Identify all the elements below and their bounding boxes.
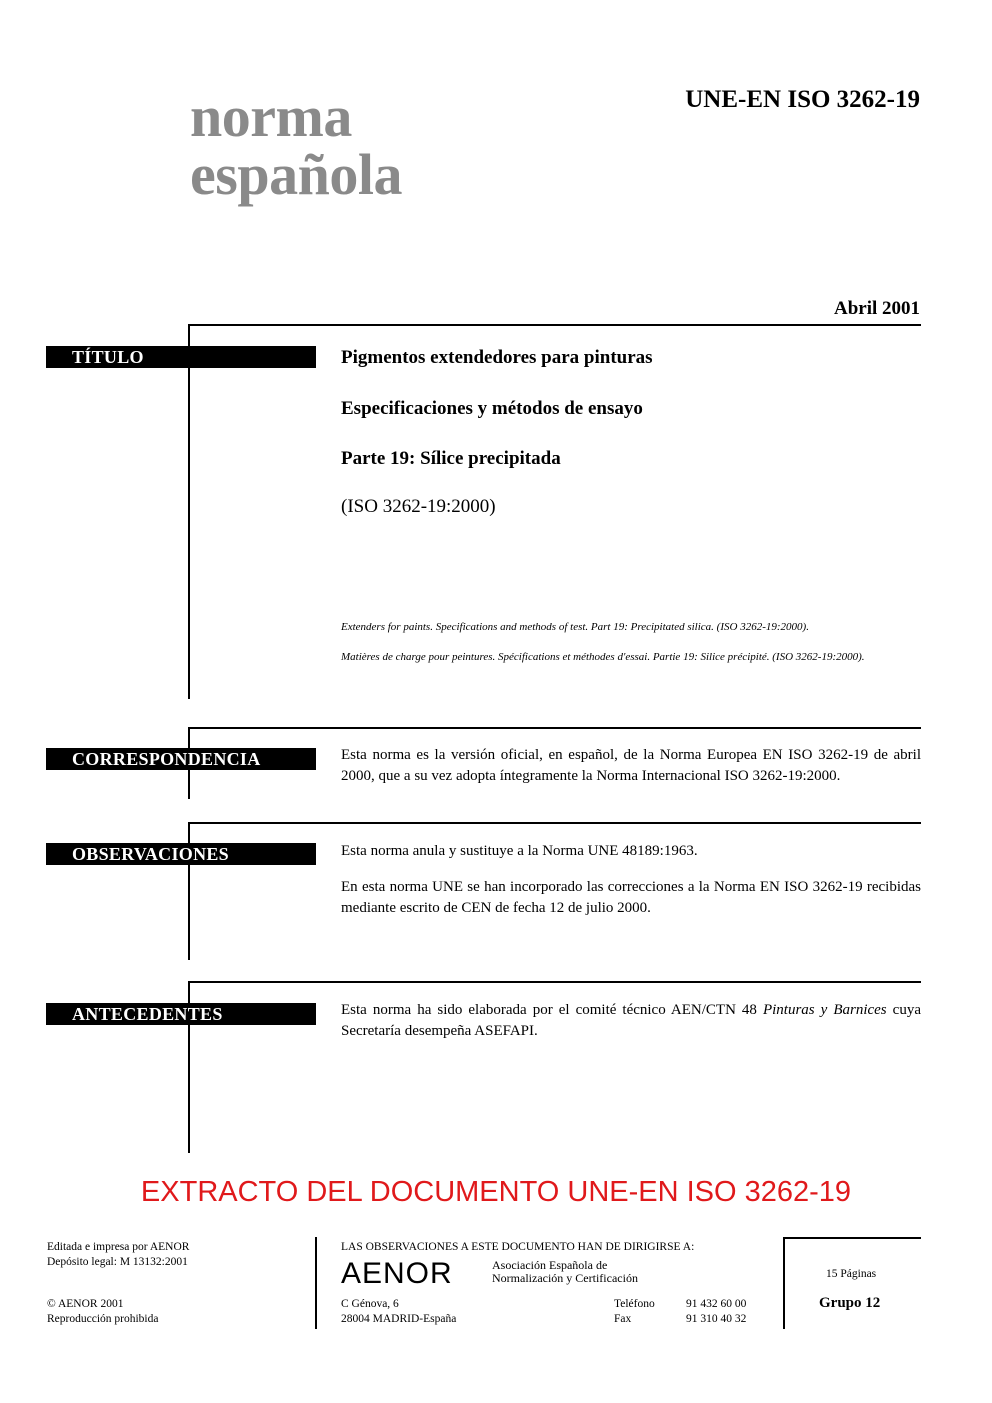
footer-edited: Editada e impresa por AENOR xyxy=(47,1241,190,1253)
section-vertical-titulo xyxy=(188,324,190,699)
footer-box-left xyxy=(783,1237,785,1329)
section-divider-correspondencia xyxy=(188,727,921,729)
observaciones-text-2: En esta norma UNE se han incorporado las correcciones a la Norma EN ISO 3262-19 recibidas mediante escrito de CEN de fecha 12 de julio 2000. xyxy=(341,879,921,916)
section-divider-observaciones xyxy=(188,822,921,824)
footer-phone: 91 432 60 00 xyxy=(686,1298,747,1310)
footer-reproduction: Reproducción prohibida xyxy=(47,1313,159,1325)
publication-date: Abril 2001 xyxy=(833,298,920,319)
footer-deposit: Depósito legal: M 13132:2001 xyxy=(47,1256,188,1268)
section-label-correspondencia: CORRESPONDENCIA xyxy=(46,748,316,770)
footer-pages: 15 Páginas xyxy=(826,1268,877,1280)
footer-copyright: © AENOR 2001 xyxy=(47,1298,124,1310)
footer-phone-label: Teléfono xyxy=(614,1298,655,1310)
title-french: Matières de charge pour peintures. Spécifications et méthodes d'essai. Partie 19: Silice précipité. (ISO 3262-19:2000). xyxy=(341,651,865,663)
title-line-2: Especificaciones y métodos de ensayo xyxy=(341,398,643,419)
section-divider-titulo xyxy=(188,324,921,326)
title-line-3: Parte 19: Sílice precipitada xyxy=(341,448,561,469)
section-label-titulo: TÍTULO xyxy=(46,346,316,368)
footer-divider-left xyxy=(315,1237,317,1329)
title-english: Extenders for paints. Specifications and methods of test. Part 19: Precipitated silica. (ISO 3262-19:2000). xyxy=(341,621,809,633)
footer-fax-label: Fax xyxy=(614,1313,632,1325)
section-label-observaciones: OBSERVACIONES xyxy=(46,843,316,865)
section-label-antecedentes: ANTECEDENTES xyxy=(46,1003,316,1025)
extract-notice: EXTRACTO DEL DOCUMENTO UNE-EN ISO 3262-19 xyxy=(140,1176,852,1208)
antecedentes-text: Esta norma ha sido elaborada por el comité técnico AEN/CTN 48 Pinturas y Barnices cuya Secretaría desempeña ASEFAPI. xyxy=(341,1002,921,1039)
title-line-1: Pigmentos extendedores para pinturas xyxy=(341,347,653,368)
brand-line-2: española xyxy=(190,142,402,207)
brand-line-1: norma xyxy=(190,84,352,149)
aenor-logo: AENOR xyxy=(341,1257,453,1290)
title-line-4: (ISO 3262-19:2000) xyxy=(341,496,496,517)
standard-code: UNE-EN ISO 3262-19 xyxy=(685,86,920,113)
observaciones-text-1: Esta norma anula y sustituye a la Norma UNE 48189:1963. xyxy=(341,843,698,859)
footer-box-top xyxy=(783,1237,921,1239)
correspondencia-text: Esta norma es la versión oficial, en español, de la Norma Europea EN ISO 3262-19 de abril 2000, que a su vez adopta íntegramente la Norma Internacional ISO 3262-19:2000. xyxy=(341,747,921,784)
footer-group: Grupo 12 xyxy=(819,1295,881,1311)
footer-fax: 91 310 40 32 xyxy=(686,1313,747,1325)
aenor-association: Asociación Española de Normalización y Certificación xyxy=(492,1258,638,1285)
footer-observations-header: LAS OBSERVACIONES A ESTE DOCUMENTO HAN DE DIRIGIRSE A: xyxy=(341,1241,695,1253)
section-divider-antecedentes xyxy=(188,981,921,983)
footer-address-2: 28004 MADRID-España xyxy=(341,1313,457,1325)
footer-address-1: C Génova, 6 xyxy=(341,1298,399,1310)
